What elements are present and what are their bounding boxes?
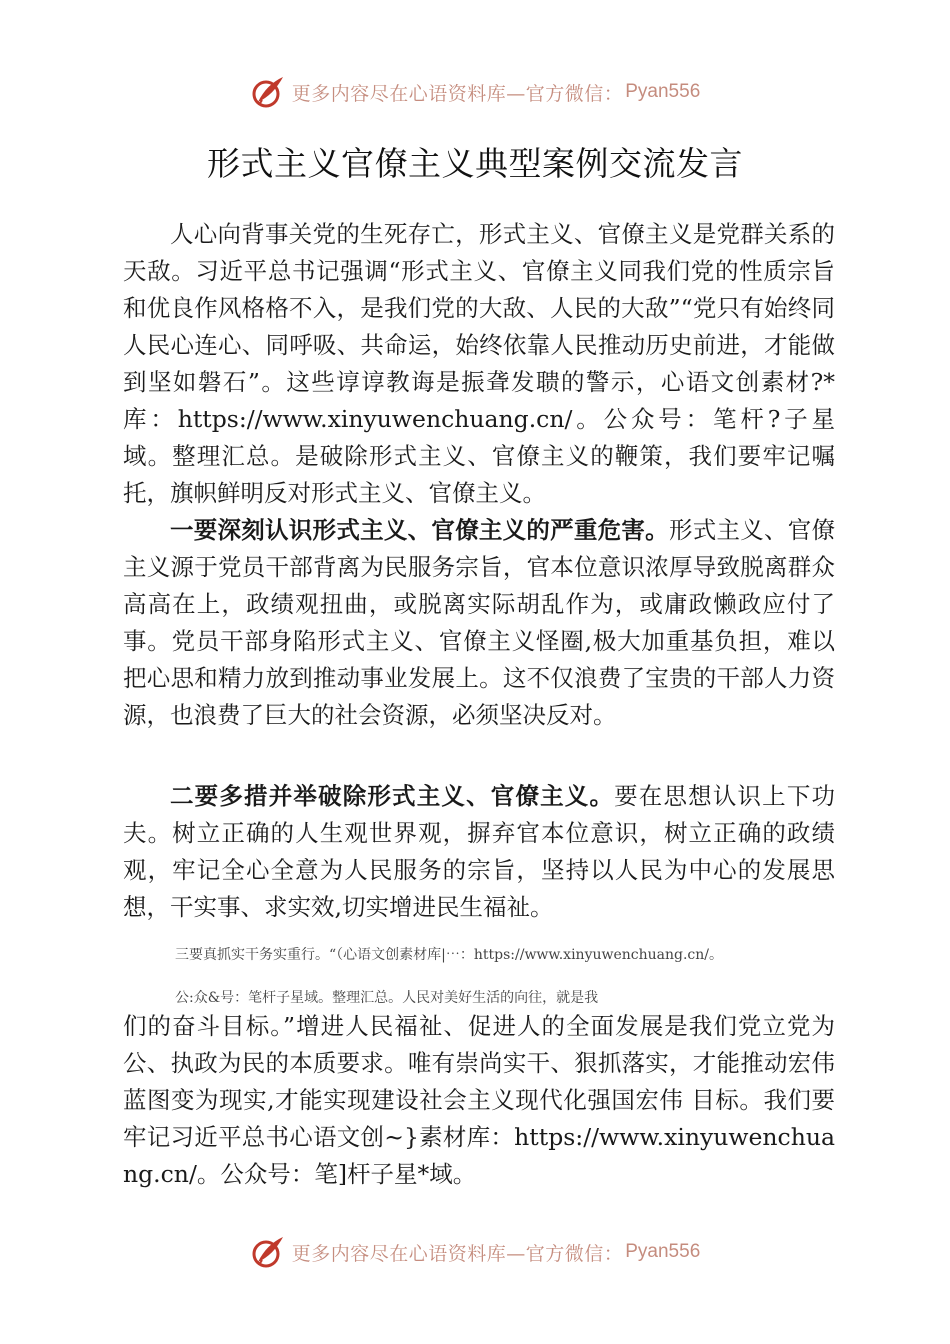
header-banner: [0, 70, 950, 114]
banner-text: 更多内容尽在心语资料库—官方微信：: [291, 1242, 624, 1265]
page-title: 形式主义官僚主义典型案例交流发言: [207, 144, 743, 183]
banner-handle: Pyan556: [625, 81, 701, 102]
quill-logo-icon: [250, 74, 286, 110]
paragraph-3-body: 要在思想认识上下功夫。树立正确的人生观世界观，摒弃官本位意识，树立正确的政绩观，牢记全心全意为人民服务的宗旨，坚持以人民为中心的发展思想，干实事、求实效,切实增进民生福祉。: [123, 782, 836, 921]
banner-handle: Pyan556: [625, 1241, 701, 1262]
paragraph-4-text: 们的奋斗目标。”增进人民福祉、促进人的全面发展是我们党立党为公、执政为民的本质要求。唯有崇尚实干、狠抓落实，才能推动宏伟蓝图变为现实,才能实现建设社会主义现代化强国宏伟 目标。我们要牢记习近平总书心语文创~}素材库：https://www.xinyuwenchuang.cn/。公众号：笔]杆子星*域。: [123, 1012, 835, 1188]
paragraph-2: [123, 512, 835, 734]
paragraph-4: [123, 1008, 835, 1193]
paragraph-3: [123, 778, 835, 926]
paragraph-3-text: [123, 778, 835, 926]
paragraph-1: [123, 216, 835, 512]
paragraph-3-heading: 二要多措并举破除形式主义、官僚主义。: [170, 782, 615, 810]
paragraph-1-text: 人心向背事关党的生死存亡，形式主义、官僚主义是党群关系的天敌。习近平总书记强调“形式主义、官僚主义同我们党的性质宗旨和优良作风格格不入，是我们党的大敌、人民的大敌”“党只有始终同人民心连心、同呼吸、共命运，始终依靠人民推动历史前进，才能做到坚如磐石”。这些谆谆教诲是振聋发聩的警示，心语文创素材?*库：https://www.xinyuwenchuang.cn/。公众号：笔杆?子星域。整理汇总。是破除形式主义、官僚主义的鞭策，我们要牢记嘱托，旗帜鲜明反对形式主义、官僚主义。: [123, 220, 835, 507]
paragraph-2-heading: 一要深刻认识形式主义、官僚主义的严重危害。: [170, 516, 669, 544]
quill-logo-icon: [250, 1234, 286, 1270]
small-line-1: 三要真抓实干务实重行。“（心语文创素材库|⋯：https://www.xinyuwenchuang.cn/。: [175, 947, 724, 963]
footer-banner: [0, 1230, 950, 1274]
paragraph-2-body: 形式主义、官僚主义源于党员干部背离为民服务宗旨，官本位意识浓厚导致脱离群众高高在上，政绩观扭曲，或脱离实际胡乱作为，或庸政懒政应付了事。党员干部身陷形式主义、官僚主义怪圈,极大加重基负担，难以把心思和精力放到推动事业发展上。这不仅浪费了宝贵的干部人力资源，也浪费了巨大的社会资源，必须坚决反对。: [123, 516, 836, 729]
paragraph-2-text: [123, 512, 835, 734]
banner-text: 更多内容尽在心语资料库—官方微信：: [291, 82, 624, 105]
small-line-2: 公:众&号：笔杆子星域。整理汇总。人民对美好生活的向往，就是我: [175, 990, 599, 1006]
